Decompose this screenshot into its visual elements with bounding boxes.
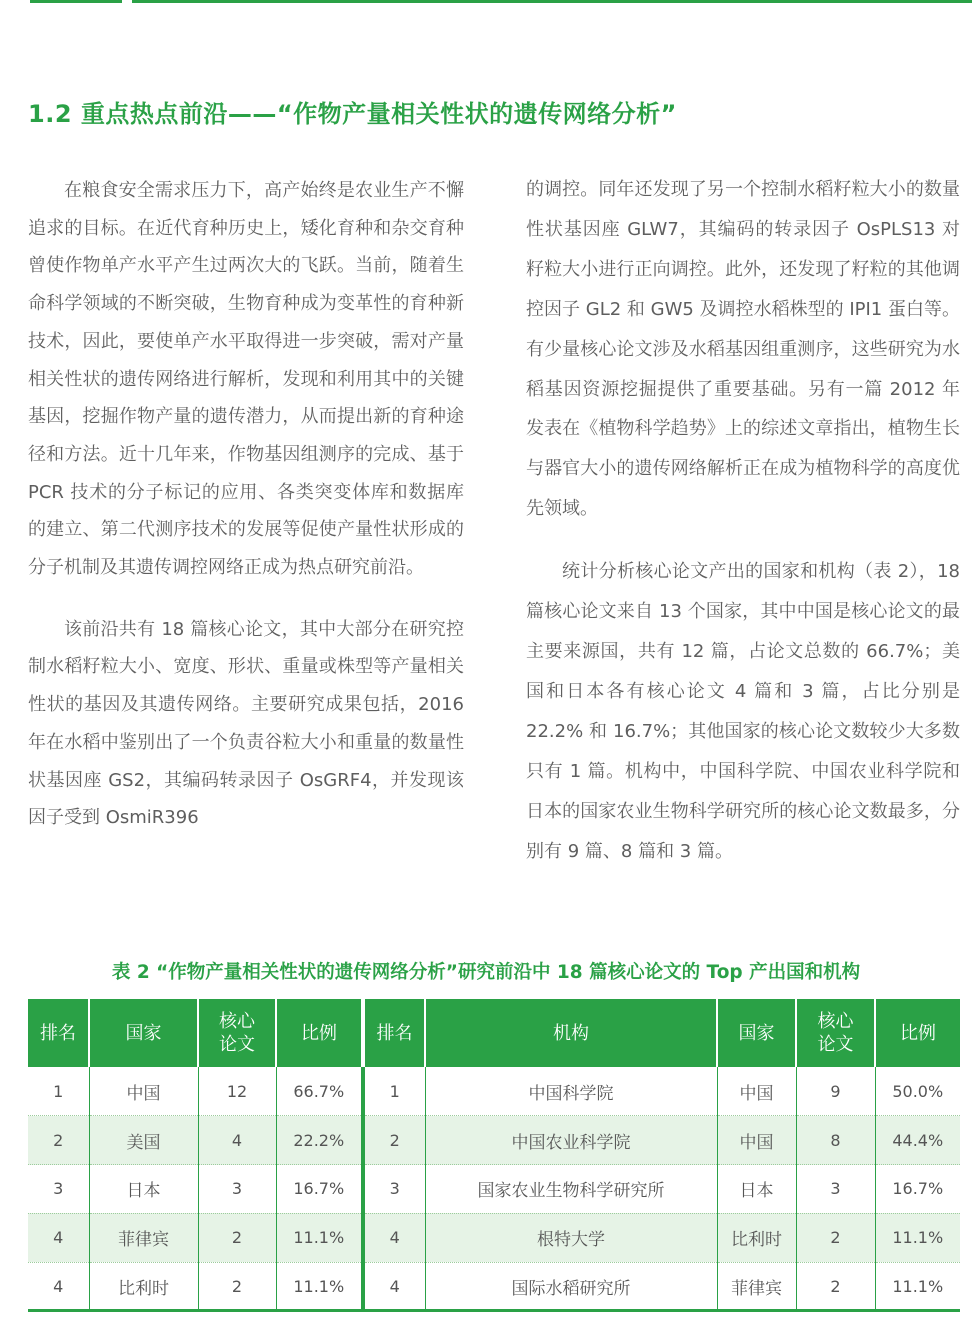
top-countries-institutions-table [28,999,960,1312]
paragraph-left-1: 在粮食安全需求压力下，高产始终是农业生产不懈追求的目标。在近代育种历史上，矮化育种和杂交育种曾使作物单产水平产生过两次大的飞跃。当前，随着生命科学领域的不断突破，生物育种成为变革性的育种新技术，因此，要使单产水平取得进一步突破，需对产量相关性状的遗传网络进行解析，发现和利用其中的关键基因，挖掘作物产量的遗传潜力，从而提出新的育种途径和方法。近十几年来，作物基因组测序的完成、基于 PCR 技术的分子标记的应用、各类突变体库和数据库的建立、第二代测序技术的发展等促使产量性状形成的分子机制及其遗传调控网络正成为热点研究前沿。 [28,180,464,579]
cell-institution: 中国农业科学院 [425,1116,717,1165]
cell-rank: 3 [28,1165,89,1214]
cell-institution-papers: 2 [796,1262,875,1311]
cell-rank-institution: 3 [363,1165,425,1214]
header-rank-institution: 排名 [363,999,425,1067]
cell-institution: 国际水稻研究所 [425,1262,717,1311]
cell-ratio: 66.7% [276,1067,363,1116]
header-institution-papers-line2: 论文 [817,1034,854,1055]
cell-country: 比利时 [89,1262,198,1311]
cell-institution-country: 日本 [717,1165,796,1214]
cell-institution: 中国科学院 [425,1067,717,1116]
cell-institution-ratio: 50.0% [875,1067,960,1116]
table-row [28,1116,960,1165]
table-row [28,1165,960,1214]
cell-country: 菲律宾 [89,1213,198,1262]
cell-ratio: 22.2% [276,1116,363,1165]
header-institution-papers [796,999,875,1067]
cell-ratio: 11.1% [276,1262,363,1311]
header-institution-ratio: 比例 [900,1022,936,1044]
cell-country: 美国 [89,1116,198,1165]
cell-rank-institution: 4 [363,1262,425,1311]
table-caption: 表 2 “作物产量相关性状的遗传网络分析”研究前沿中 18 篇核心论文的 Top 产出国和机构 [111,962,861,983]
cell-ratio: 11.1% [276,1213,363,1262]
header-institution-country: 国家 [717,999,796,1067]
cell-institution: 国家农业生物科学研究所 [425,1165,717,1214]
cell-rank-institution: 1 [363,1067,425,1116]
cell-papers: 2 [198,1262,276,1311]
left-text-column [28,172,464,837]
cell-institution-country: 比利时 [717,1213,796,1262]
cell-papers: 4 [198,1116,276,1165]
paragraph-left-2: 该前沿共有 18 篇核心论文，其中大部分在研究控制水稻籽粒大小、宽度、形状、重量或株型等产量相关性状的基因及其遗传网络。主要研究成果包括，2016 年在水稻中鉴别出了一个负责谷粒大小和重量的数量性状基因座 GS2，其编码转录因子 OsGRF4，并发现该因子受到 OsmiR396 [28,618,464,829]
cell-institution-ratio: 16.7% [875,1165,960,1214]
cell-ratio: 16.7% [276,1165,363,1214]
cell-institution-papers: 2 [796,1213,875,1262]
paragraph-right-1: 的调控。同年还发现了另一个控制水稻籽粒大小的数量性状基因座 GLW7，其编码的转录因子 OsPLS13 对籽粒大小进行正向调控。此外，还发现了籽粒的其他调控因子 GL2 和 GW5 及调控水稻株型的 IPI1 蛋白等。有少量核心论文涉及水稻基因组重测序，这些研究为水稻基因资源挖掘提供了重要基础。另有一篇 2012 年发表在《植物科学趋势》上的综述文章指出，植物生长与器官大小的遗传网络解析正在成为植物科学的高度优先领域。 [526,179,960,520]
top-accent-bar-right [132,0,972,3]
cell-institution: 根特大学 [425,1213,717,1262]
cell-rank-institution: 2 [363,1116,425,1165]
cell-country: 中国 [89,1067,198,1116]
cell-institution-country: 菲律宾 [717,1262,796,1311]
header-papers-line2: 论文 [219,1034,255,1055]
section-title: 1.2 重点热点前沿——“作物产量相关性状的遗传网络分析” [28,100,677,128]
cell-papers: 3 [198,1165,276,1214]
header-papers-line1: 核心 [219,1011,255,1032]
cell-rank: 4 [28,1213,89,1262]
header-rank: 排名 [28,999,89,1067]
cell-institution-ratio: 11.1% [875,1213,960,1262]
cell-rank-institution: 4 [363,1213,425,1262]
header-institution-papers-line1: 核心 [817,1011,854,1032]
header-institution: 机构 [425,999,717,1067]
header-country: 国家 [89,999,198,1067]
paragraph-right-2: 统计分析核心论文产出的国家和机构（表 2），18 篇核心论文来自 13 个国家，其中中国是核心论文的最主要来源国，共有 12 篇，占论文总数的 66.7%；美国和日本各有核心论文 4 篇和 3 篇，占比分别是 22.2% 和 16.7%；其他国家的核心论文数较少大多数只有 1 篇。机构中，中国科学院、中国农业科学院和日本的国家农业生物科学研究所的核心论文数最多，分别有 9 篇、8 篇和 3 篇。 [526,561,960,862]
cell-institution-papers: 8 [796,1116,875,1165]
cell-country: 日本 [89,1165,198,1214]
cell-papers: 12 [198,1067,276,1116]
cell-rank: 2 [28,1116,89,1165]
cell-institution-country: 中国 [717,1116,796,1165]
header-ratio: 比例 [276,999,363,1067]
cell-institution-ratio: 44.4% [875,1116,960,1165]
header-papers [198,999,276,1067]
cell-institution-ratio: 11.1% [875,1262,960,1311]
top-accent-bar-left [30,0,122,3]
cell-rank: 4 [28,1262,89,1311]
cell-rank: 1 [28,1067,89,1116]
table-row [28,1213,960,1262]
table-row [28,1067,960,1116]
cell-papers: 2 [198,1213,276,1262]
table-row [28,1262,960,1311]
right-text-column [526,170,960,871]
cell-institution-papers: 3 [796,1165,875,1214]
cell-institution-country: 中国 [717,1067,796,1116]
table-header-row [28,999,960,1067]
cell-institution-papers: 9 [796,1067,875,1116]
